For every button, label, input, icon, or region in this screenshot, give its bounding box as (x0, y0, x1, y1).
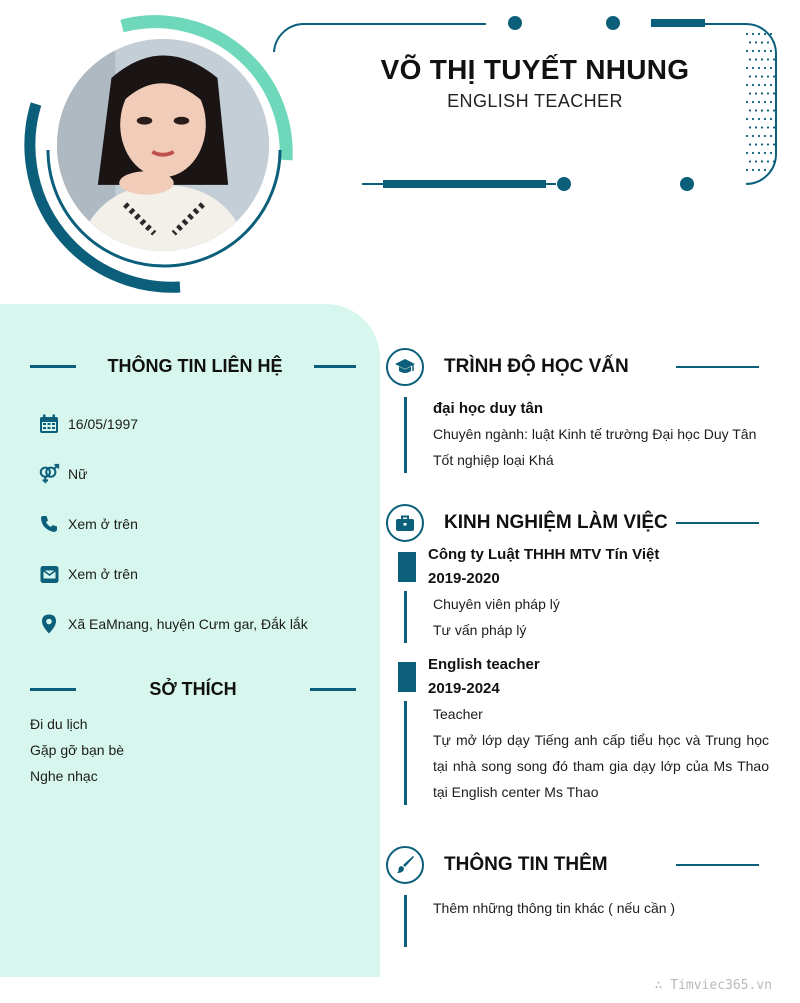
pattern-dot (764, 50, 766, 52)
pattern-dot (755, 92, 757, 94)
pattern-dot (758, 50, 760, 52)
heading-bar (30, 365, 76, 368)
pattern-dot (761, 58, 763, 60)
pattern-dot (752, 33, 754, 35)
left-panel (0, 304, 380, 977)
pattern-dot (770, 33, 772, 35)
heading-bar (310, 688, 356, 691)
pattern-dot (761, 41, 763, 43)
heading-rule (676, 522, 759, 524)
job-period: 2019-2024 (428, 680, 500, 697)
pattern-dot (758, 118, 760, 120)
graduation-cap-icon (386, 348, 424, 386)
pattern-dot (767, 126, 769, 128)
pattern-dot (749, 41, 751, 43)
pattern-dot (764, 33, 766, 35)
pattern-dot (761, 109, 763, 111)
pattern-dot (764, 84, 766, 86)
pattern-dot (770, 135, 772, 137)
frame-dot (606, 16, 620, 30)
birthdate-value: 16/05/1997 (68, 416, 139, 432)
job-title: ENGLISH TEACHER (447, 91, 623, 111)
email-icon (38, 563, 60, 585)
pattern-dot (749, 109, 751, 111)
pattern-dot (755, 58, 757, 60)
job-duty: Chuyên viên pháp lý (433, 596, 560, 612)
calendar-icon (38, 413, 60, 435)
pattern-dot (758, 101, 760, 103)
address-value: Xã EaMnang, huyện Cưm gar, Đắk lắk (68, 616, 308, 632)
hobby-item: Gặp gỡ bạn bè (30, 742, 125, 758)
contact-heading (30, 356, 356, 377)
email-value: Xem ở trên (68, 566, 138, 582)
timeline-line (404, 895, 407, 947)
job-marker (398, 552, 416, 582)
contact-heading-text: THÔNG TIN LIÊN HỆ (107, 356, 283, 376)
hobby-item: Đi du lịch (30, 716, 88, 732)
gender-icon (38, 463, 60, 485)
pattern-dot (752, 101, 754, 103)
pattern-dot (770, 67, 772, 69)
hobbies-heading (30, 679, 356, 700)
pattern-dot (761, 143, 763, 145)
watermark: ∴ Timviec365.vn (654, 978, 772, 993)
education-heading (386, 348, 629, 386)
job-marker (398, 662, 416, 692)
pattern-dot (773, 58, 775, 60)
pattern-dot (752, 84, 754, 86)
pattern-dot (767, 160, 769, 162)
hobbies-heading-text: SỞ THÍCH (149, 679, 237, 699)
pattern-dot (773, 75, 775, 77)
pattern-dot (773, 143, 775, 145)
pattern-dot (752, 169, 754, 171)
job-duty: Teacher (433, 706, 483, 722)
experience-heading (386, 504, 668, 542)
pattern-dot (770, 84, 772, 86)
additional-heading-text: THÔNG TIN THÊM (444, 854, 608, 875)
pattern-dot (761, 126, 763, 128)
frame-top-line (274, 24, 486, 52)
pattern-dot (746, 33, 748, 35)
frame-bar (383, 180, 546, 188)
briefcase-icon (386, 504, 424, 542)
heading-rule (676, 864, 759, 866)
pattern-dot (758, 84, 760, 86)
pattern-dot (755, 160, 757, 162)
contact-address (38, 613, 308, 635)
pattern-dot (758, 135, 760, 137)
location-icon (38, 613, 60, 635)
education-grade: Tốt nghiệp loại Khá (433, 452, 554, 468)
pattern-dot (746, 101, 748, 103)
pattern-dot (758, 169, 760, 171)
frame-dot (680, 177, 694, 191)
pattern-dot (746, 135, 748, 137)
pattern-dot (767, 92, 769, 94)
pattern-dot (749, 160, 751, 162)
phone-icon (38, 513, 60, 535)
pattern-dot (752, 135, 754, 137)
job-description: Tự mở lớp dạy Tiếng anh cấp tiểu học và Trung học tại nhà song song đó tham gia dạy lớp của Ms Thao tại English center Ms Thao (433, 732, 769, 800)
hobby-item: Nghe nhạc (30, 768, 98, 784)
pattern-dot (770, 101, 772, 103)
pattern-dot (770, 152, 772, 154)
pattern-dot (758, 33, 760, 35)
timeline-line (404, 397, 407, 473)
pattern-dot (761, 92, 763, 94)
pattern-dot (773, 92, 775, 94)
pattern-dot (767, 143, 769, 145)
pattern-dot (749, 75, 751, 77)
dot-pattern (746, 33, 775, 171)
pattern-dot (746, 84, 748, 86)
pattern-dot (746, 50, 748, 52)
pattern-dot (752, 152, 754, 154)
pattern-dot (764, 118, 766, 120)
pattern-dot (761, 160, 763, 162)
pattern-dot (770, 169, 772, 171)
pattern-dot (761, 75, 763, 77)
pattern-dot (749, 143, 751, 145)
pattern-dot (773, 160, 775, 162)
contact-email (38, 563, 138, 585)
pattern-dot (767, 58, 769, 60)
pattern-dot (749, 58, 751, 60)
experience-heading-text: KINH NGHIỆM LÀM VIỆC (444, 512, 668, 533)
pattern-dot (764, 152, 766, 154)
heading-bar (30, 688, 76, 691)
person-name: VÕ THỊ TUYẾT NHUNG (380, 54, 690, 85)
pattern-dot (755, 109, 757, 111)
pattern-dot (758, 152, 760, 154)
heading-rule (676, 366, 759, 368)
pattern-dot (746, 152, 748, 154)
timeline-line (404, 591, 407, 643)
contact-gender (38, 463, 87, 485)
pattern-dot (767, 75, 769, 77)
pattern-dot (746, 169, 748, 171)
pattern-dot (755, 41, 757, 43)
pattern-dot (758, 67, 760, 69)
pattern-dot (764, 135, 766, 137)
pattern-dot (767, 41, 769, 43)
pattern-dot (746, 118, 748, 120)
brush-icon (386, 846, 424, 884)
heading-bar (314, 365, 356, 368)
job-duty: Tư vấn pháp lý (433, 622, 527, 638)
pattern-dot (767, 109, 769, 111)
contact-phone (38, 513, 138, 535)
job-company: English teacher (428, 656, 540, 673)
pattern-dot (773, 126, 775, 128)
education-major: Chuyên ngành: luật Kinh tế trường Đại học Duy Tân (433, 426, 757, 442)
job-period: 2019-2020 (428, 570, 500, 587)
pattern-dot (755, 75, 757, 77)
pattern-dot (770, 50, 772, 52)
education-heading-text: TRÌNH ĐỘ HỌC VẤN (444, 356, 629, 377)
pattern-dot (773, 109, 775, 111)
frame-bar (651, 19, 705, 27)
profile-photo (54, 36, 272, 254)
pattern-dot (764, 67, 766, 69)
additional-text: Thêm những thông tin khác ( nếu cần ) (433, 900, 676, 916)
contact-birthdate (38, 413, 138, 435)
pattern-dot (749, 92, 751, 94)
pattern-dot (746, 67, 748, 69)
pattern-dot (770, 118, 772, 120)
phone-value: Xem ở trên (68, 516, 138, 532)
timeline-line (404, 701, 407, 805)
pattern-dot (773, 41, 775, 43)
frame-dot (508, 16, 522, 30)
gender-value: Nữ (68, 466, 88, 482)
school-name: đại học duy tân (433, 400, 544, 417)
pattern-dot (764, 169, 766, 171)
pattern-dot (752, 50, 754, 52)
job-company: Công ty Luật THHH MTV Tín Việt (428, 546, 660, 563)
additional-heading (386, 846, 608, 884)
frame-dot (557, 177, 571, 191)
pattern-dot (752, 67, 754, 69)
pattern-dot (749, 126, 751, 128)
pattern-dot (755, 126, 757, 128)
pattern-dot (752, 118, 754, 120)
pattern-dot (755, 143, 757, 145)
pattern-dot (764, 101, 766, 103)
